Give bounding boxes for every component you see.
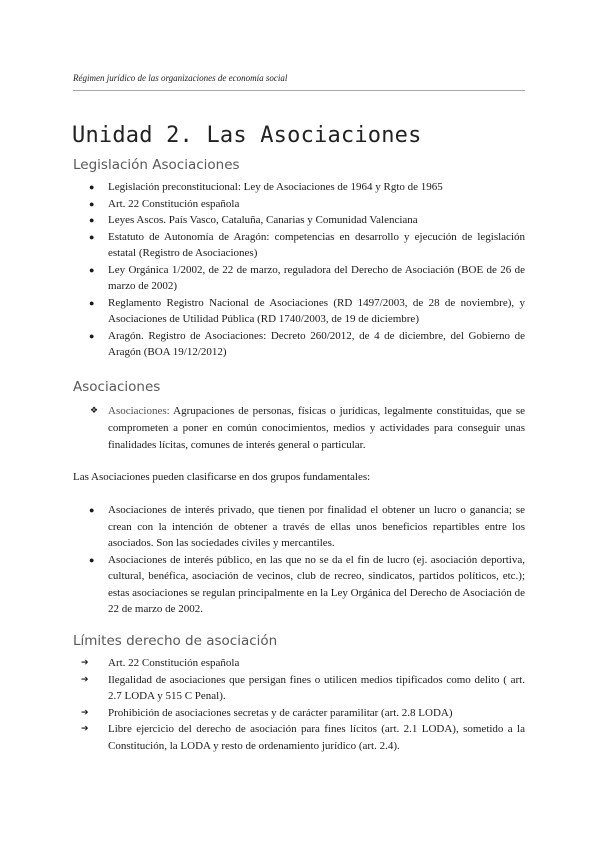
- classification-list: [73, 502, 525, 618]
- definition-label: Asociaciones:: [108, 405, 170, 417]
- page-title: Unidad 2. Las Asociaciones: [72, 123, 422, 148]
- bullet-icon: ●: [89, 215, 95, 225]
- bullet-icon: ●: [89, 264, 95, 275]
- arrow-bullet-icon: ➔: [81, 724, 89, 734]
- running-header: Régimen jurídico de las organizaciones de economía social: [73, 73, 288, 83]
- bullet-icon: ●: [89, 297, 95, 308]
- legislacion-list: [73, 179, 525, 361]
- bullet-icon: ●: [89, 330, 95, 341]
- arrow-bullet-icon: ➔: [81, 658, 89, 668]
- bullet-icon: ●: [89, 182, 95, 192]
- list-item: ● Ley Orgánica 1/2002, de 22 de marzo, reguladora del Derecho de Asociación (BOE de 26 de marzo de 2002): [89, 263, 525, 292]
- list-item: ➔ Libre ejercicio del derecho de asociación para fines lícitos (art. 2.1 LODA), sometido a la Constitución, la LODA y resto de ordenamiento jurídico (art. 2.4).: [81, 723, 525, 752]
- section-heading-asociaciones: Asociaciones: [73, 379, 161, 395]
- section-heading-limites: Límites derecho de asociación: [73, 633, 278, 649]
- bullet-icon: ●: [89, 554, 95, 565]
- header-rule: [73, 90, 525, 91]
- list-item: ● Aragón. Registro de Asociaciones: Decreto 260/2012, de 4 de diciembre, del Gobierno de Aragón (BOA 19/12/2012): [89, 329, 525, 358]
- list-item: ● Asociaciones de interés público, en las que no se da el fin de lucro (ej. asociación deportiva, cultural, benéfica, asociación de vecinos, club de recreo, sindicatos, partidos políticos, etc.); estas asociaciones se regulan principalmente en la Ley Orgánica del Derecho de Asociación de 22 de marzo de 2002.: [89, 553, 525, 615]
- definition-item: [73, 403, 525, 454]
- classification-intro: Las Asociaciones pueden clasificarse en dos grupos fundamentales:: [73, 471, 371, 483]
- list-item: ● Leyes Ascos. País Vasco, Cataluña, Canarias y Comunidad Valenciana: [73, 212, 525, 229]
- definition-text: Agrupaciones de personas, físicas o jurídicas, legalmente constituidas, que se comprometen a poner en común conocimientos, medios y actividades para conseguir unas finalidades lícitas, comunes de interés general o particular.: [108, 405, 525, 451]
- definition-block: [73, 403, 525, 454]
- list-item: ● Estatuto de Autonomía de Aragón: competencias en desarrollo y ejecución de legislación estatal (Registro de Asociaciones): [89, 230, 525, 259]
- list-item: ➔ Art. 22 Constitución española: [73, 655, 525, 672]
- limites-list: [73, 655, 525, 754]
- list-item: ● Reglamento Registro Nacional de Asociaciones (RD 1497/2003, de 28 de noviembre), y Asociaciones de Utilidad Pública (RD 1740/2003, de 19 de diciembre): [89, 296, 525, 325]
- list-item: ● Art. 22 Constitución española: [73, 196, 525, 213]
- list-item: ➔ Ilegalidad de asociaciones que persigan fines o utilicen medios tipificados como delito ( art. 2.7 LODA y 515 C Penal).: [81, 673, 525, 702]
- bullet-icon: ●: [89, 231, 95, 242]
- diamond-bullet-icon: ❖: [90, 406, 99, 416]
- list-item: ➔ Prohibición de asociaciones secretas y de carácter paramilitar (art. 2.8 LODA): [73, 705, 525, 722]
- arrow-bullet-icon: ➔: [81, 674, 89, 685]
- section-heading-legislacion: Legislación Asociaciones: [73, 157, 240, 173]
- bullet-icon: ●: [89, 198, 95, 209]
- list-item: ● Legislación preconstitucional: Ley de Asociaciones de 1964 y Rgto de 1965: [73, 179, 525, 196]
- list-item: ● Asociaciones de interés privado, que tienen por finalidad el obtener un lucro o ganancia; se crean con la intención de obtener a través de ellas unos beneficios repartibles entre los asociados. Son las sociedades civiles y mercantiles.: [89, 504, 525, 549]
- bullet-icon: ●: [89, 505, 95, 515]
- arrow-bullet-icon: ➔: [81, 707, 89, 718]
